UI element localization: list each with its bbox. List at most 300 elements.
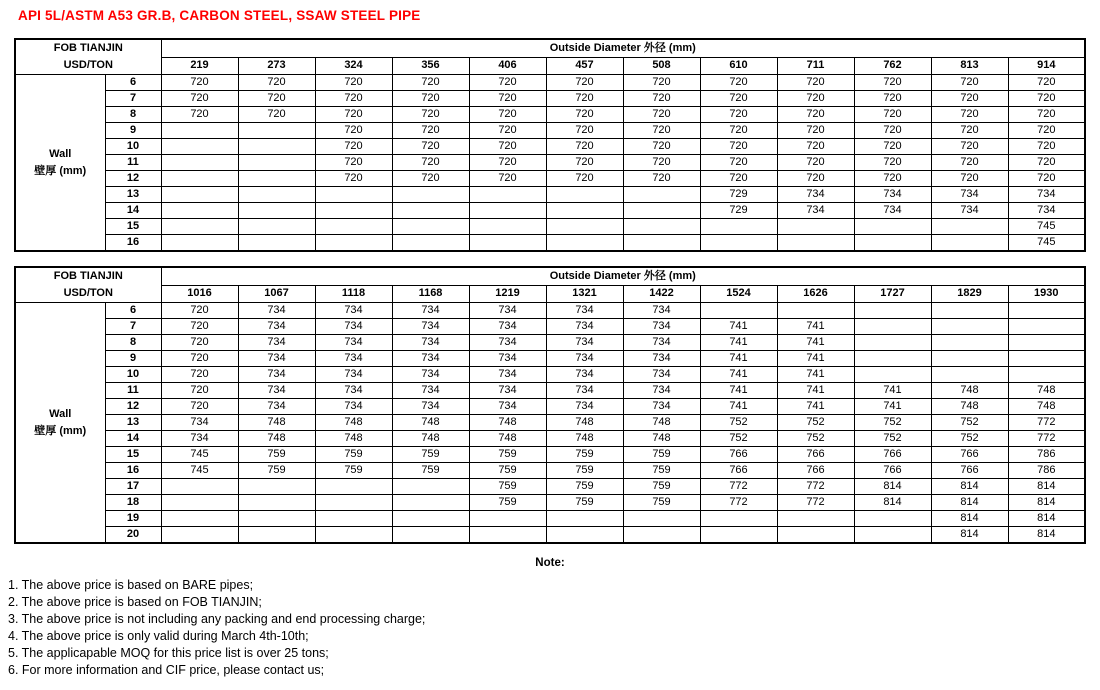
price-cell: 734 — [161, 415, 238, 431]
price-cell — [854, 367, 931, 383]
diameter-columns-row — [15, 285, 1085, 302]
price-cell: 734 — [469, 399, 546, 415]
wall-value: 17 — [105, 479, 161, 495]
diameter-column-header: 914 — [1008, 57, 1085, 74]
price-cell — [238, 495, 315, 511]
price-cell: 766 — [854, 447, 931, 463]
diameter-column-header: 1219 — [469, 285, 546, 302]
price-cell: 772 — [1008, 415, 1085, 431]
notes-list — [8, 577, 425, 679]
price-cell — [546, 511, 623, 527]
price-cell — [546, 203, 623, 219]
price-cell: 720 — [700, 123, 777, 139]
price-cell: 720 — [161, 335, 238, 351]
price-cell: 734 — [546, 335, 623, 351]
price-row — [15, 511, 1085, 527]
price-cell: 734 — [392, 303, 469, 319]
price-cell: 759 — [469, 463, 546, 479]
price-row — [15, 123, 1085, 139]
price-cell — [161, 495, 238, 511]
price-row — [15, 155, 1085, 171]
price-cell — [238, 527, 315, 544]
price-cell: 720 — [161, 351, 238, 367]
price-cell: 720 — [161, 107, 238, 123]
price-cell: 734 — [546, 351, 623, 367]
diameter-column-header: 1422 — [623, 285, 700, 302]
wall-label-cn: 壁厚 (mm) — [34, 424, 87, 437]
price-cell: 752 — [777, 431, 854, 447]
price-cell: 748 — [1008, 383, 1085, 399]
price-cell: 720 — [469, 171, 546, 187]
header-row-top — [15, 39, 1085, 57]
price-cell: 734 — [315, 351, 392, 367]
usd-ton-label: USD/TON — [63, 287, 113, 299]
price-cell: 734 — [546, 399, 623, 415]
price-cell: 734 — [469, 383, 546, 399]
price-cell — [238, 155, 315, 171]
wall-value: 8 — [105, 107, 161, 123]
diameter-column-header: 1626 — [777, 285, 854, 302]
price-cell: 748 — [315, 415, 392, 431]
price-cell — [161, 235, 238, 252]
price-cell: 720 — [392, 139, 469, 155]
price-cell: 759 — [469, 447, 546, 463]
price-cell: 734 — [469, 367, 546, 383]
price-cell: 772 — [1008, 431, 1085, 447]
price-cell: 748 — [238, 431, 315, 447]
wall-value: 14 — [105, 431, 161, 447]
price-cell: 814 — [1008, 479, 1085, 495]
price-cell: 814 — [931, 495, 1008, 511]
price-cell — [238, 171, 315, 187]
price-row — [15, 399, 1085, 415]
note-line: 1. The above price is based on BARE pipes; — [8, 578, 254, 592]
price-cell — [1008, 351, 1085, 367]
price-cell — [854, 303, 931, 319]
price-cell: 734 — [469, 303, 546, 319]
price-cell — [238, 139, 315, 155]
price-cell — [854, 511, 931, 527]
price-cell: 759 — [623, 479, 700, 495]
price-row — [15, 447, 1085, 463]
price-cell — [392, 479, 469, 495]
price-cell: 741 — [700, 367, 777, 383]
note-label: Note: — [535, 557, 565, 569]
price-cell: 734 — [238, 303, 315, 319]
price-cell: 734 — [315, 335, 392, 351]
price-cell — [931, 303, 1008, 319]
price-row — [15, 319, 1085, 335]
price-cell — [854, 351, 931, 367]
price-cell: 720 — [238, 107, 315, 123]
price-cell: 720 — [546, 75, 623, 91]
price-cell: 814 — [931, 527, 1008, 544]
price-row — [15, 171, 1085, 187]
price-row — [15, 415, 1085, 431]
price-cell: 720 — [546, 171, 623, 187]
price-cell: 734 — [854, 203, 931, 219]
price-cell: 720 — [777, 123, 854, 139]
price-cell: 748 — [623, 431, 700, 447]
price-cell: 759 — [623, 463, 700, 479]
price-cell: 720 — [546, 91, 623, 107]
price-cell: 734 — [315, 399, 392, 415]
price-cell: 720 — [931, 91, 1008, 107]
price-cell: 720 — [546, 155, 623, 171]
wall-label: Wall — [49, 407, 72, 420]
price-cell: 720 — [1008, 123, 1085, 139]
price-cell: 734 — [854, 187, 931, 203]
price-cell — [392, 219, 469, 235]
wall-value: 12 — [105, 399, 161, 415]
outside-diameter-header: Outside Diameter 外径 (mm) — [161, 267, 1085, 285]
price-cell: 748 — [238, 415, 315, 431]
price-cell: 741 — [777, 335, 854, 351]
price-cell: 772 — [700, 479, 777, 495]
price-cell: 759 — [392, 447, 469, 463]
price-cell: 741 — [700, 399, 777, 415]
price-cell: 759 — [469, 479, 546, 495]
price-cell: 748 — [392, 431, 469, 447]
price-cell: 720 — [700, 107, 777, 123]
price-cell — [392, 527, 469, 544]
wall-value: 20 — [105, 527, 161, 544]
price-cell: 720 — [777, 91, 854, 107]
diameter-column-header: 508 — [623, 57, 700, 74]
wall-value: 9 — [105, 351, 161, 367]
price-row — [15, 303, 1085, 319]
price-cell: 748 — [546, 431, 623, 447]
price-cell: 766 — [931, 463, 1008, 479]
fob-tianjin-label: FOB TIANJIN — [53, 42, 123, 54]
diameter-column-header: 1016 — [161, 285, 238, 302]
price-cell: 759 — [546, 495, 623, 511]
price-cell: 720 — [1008, 107, 1085, 123]
price-cell: 720 — [777, 75, 854, 91]
price-cell: 720 — [777, 107, 854, 123]
price-cell — [854, 219, 931, 235]
price-cell: 759 — [469, 495, 546, 511]
price-cell: 741 — [700, 351, 777, 367]
price-cell — [392, 511, 469, 527]
diameter-column-header: 1168 — [392, 285, 469, 302]
wall-label: Wall — [49, 147, 72, 160]
price-cell — [777, 511, 854, 527]
price-cell: 734 — [392, 383, 469, 399]
price-cell — [1008, 367, 1085, 383]
price-cell — [931, 351, 1008, 367]
price-row — [15, 91, 1085, 107]
price-cell: 720 — [1008, 155, 1085, 171]
price-cell: 741 — [777, 399, 854, 415]
price-row — [15, 235, 1085, 252]
price-cell: 752 — [700, 431, 777, 447]
page-title: API 5L/ASTM A53 GR.B, CARBON STEEL, SSAW STEEL PIPE — [18, 8, 421, 23]
price-cell: 729 — [700, 187, 777, 203]
price-row — [15, 203, 1085, 219]
fob-usd-corner-cell — [15, 39, 161, 75]
price-cell: 720 — [546, 139, 623, 155]
price-cell: 814 — [931, 511, 1008, 527]
diameter-column-header: 457 — [546, 57, 623, 74]
price-cell — [623, 235, 700, 252]
price-cell: 720 — [1008, 171, 1085, 187]
price-cell: 772 — [777, 495, 854, 511]
price-cell — [238, 235, 315, 252]
price-cell — [469, 527, 546, 544]
price-cell: 766 — [854, 463, 931, 479]
price-cell — [700, 303, 777, 319]
price-cell: 720 — [161, 319, 238, 335]
price-row — [15, 463, 1085, 479]
price-cell — [700, 235, 777, 252]
price-cell: 720 — [854, 171, 931, 187]
price-cell: 814 — [1008, 495, 1085, 511]
price-cell: 734 — [315, 319, 392, 335]
price-cell: 759 — [623, 447, 700, 463]
price-cell — [469, 235, 546, 252]
diameter-column-header: 1727 — [854, 285, 931, 302]
diameter-column-header: 356 — [392, 57, 469, 74]
price-cell: 814 — [854, 479, 931, 495]
price-cell — [238, 203, 315, 219]
price-cell — [315, 187, 392, 203]
wall-value: 13 — [105, 415, 161, 431]
price-cell: 734 — [238, 335, 315, 351]
price-cell: 759 — [238, 447, 315, 463]
price-cell: 759 — [546, 463, 623, 479]
price-cell — [854, 319, 931, 335]
price-cell: 745 — [161, 463, 238, 479]
price-cell — [161, 219, 238, 235]
price-row — [15, 431, 1085, 447]
price-cell: 720 — [392, 155, 469, 171]
price-cell — [931, 319, 1008, 335]
diameter-columns-row — [15, 57, 1085, 74]
wall-value: 11 — [105, 383, 161, 399]
note-line: 3. The above price is not including any packing and end processing charge; — [8, 612, 426, 626]
price-cell: 720 — [161, 399, 238, 415]
price-cell — [315, 495, 392, 511]
price-table-large-diameters — [14, 266, 1086, 544]
price-cell — [392, 187, 469, 203]
price-cell: 720 — [854, 139, 931, 155]
price-cell — [238, 479, 315, 495]
price-cell — [392, 203, 469, 219]
price-cell: 814 — [1008, 511, 1085, 527]
price-table-small-diameters — [14, 38, 1086, 252]
note-line: 5. The applicapable MOQ for this price list is over 25 tons; — [8, 646, 329, 660]
price-cell: 720 — [931, 171, 1008, 187]
price-cell: 720 — [315, 139, 392, 155]
price-cell — [777, 219, 854, 235]
price-cell — [161, 155, 238, 171]
price-cell — [546, 187, 623, 203]
diameter-column-header: 1118 — [315, 285, 392, 302]
price-cell — [700, 511, 777, 527]
price-cell — [854, 527, 931, 544]
price-cell: 720 — [392, 171, 469, 187]
price-cell — [469, 203, 546, 219]
price-cell: 720 — [854, 107, 931, 123]
price-cell: 766 — [931, 447, 1008, 463]
price-cell: 772 — [700, 495, 777, 511]
price-cell: 720 — [623, 139, 700, 155]
price-cell — [777, 235, 854, 252]
fob-usd-corner-cell — [15, 267, 161, 303]
wall-value: 7 — [105, 319, 161, 335]
fob-tianjin-label: FOB TIANJIN — [53, 270, 123, 282]
wall-value: 10 — [105, 139, 161, 155]
price-cell: 759 — [392, 463, 469, 479]
price-cell: 720 — [1008, 139, 1085, 155]
wall-value: 19 — [105, 511, 161, 527]
diameter-column-header: 406 — [469, 57, 546, 74]
price-cell: 734 — [315, 303, 392, 319]
price-cell: 720 — [469, 139, 546, 155]
price-cell — [161, 527, 238, 544]
wall-value: 11 — [105, 155, 161, 171]
price-cell: 734 — [1008, 187, 1085, 203]
price-cell: 720 — [623, 155, 700, 171]
price-cell — [315, 235, 392, 252]
price-cell: 720 — [854, 155, 931, 171]
diameter-column-header: 610 — [700, 57, 777, 74]
price-cell: 745 — [1008, 219, 1085, 235]
price-cell: 720 — [700, 171, 777, 187]
price-cell — [777, 303, 854, 319]
price-cell: 766 — [777, 447, 854, 463]
wall-value: 15 — [105, 447, 161, 463]
diameter-column-header: 219 — [161, 57, 238, 74]
price-cell: 720 — [623, 75, 700, 91]
price-cell: 759 — [315, 447, 392, 463]
price-cell — [623, 187, 700, 203]
price-cell: 752 — [700, 415, 777, 431]
price-cell: 720 — [392, 123, 469, 139]
price-cell — [315, 203, 392, 219]
price-cell: 734 — [392, 399, 469, 415]
price-cell: 748 — [1008, 399, 1085, 415]
price-cell: 734 — [623, 383, 700, 399]
price-row — [15, 367, 1085, 383]
price-cell: 734 — [238, 319, 315, 335]
price-cell: 720 — [161, 383, 238, 399]
diameter-column-header: 711 — [777, 57, 854, 74]
price-cell — [623, 219, 700, 235]
price-cell: 752 — [931, 431, 1008, 447]
price-cell: 745 — [1008, 235, 1085, 252]
price-cell: 720 — [315, 123, 392, 139]
price-cell — [161, 123, 238, 139]
price-cell: 741 — [700, 335, 777, 351]
price-row — [15, 351, 1085, 367]
price-cell: 734 — [161, 431, 238, 447]
price-cell: 734 — [469, 319, 546, 335]
usd-ton-label: USD/TON — [63, 59, 113, 71]
price-cell — [1008, 319, 1085, 335]
price-cell: 734 — [623, 351, 700, 367]
diameter-column-header: 1930 — [1008, 285, 1085, 302]
price-cell: 741 — [700, 383, 777, 399]
price-cell: 741 — [777, 383, 854, 399]
price-cell: 720 — [469, 91, 546, 107]
price-cell — [1008, 335, 1085, 351]
price-cell: 748 — [315, 431, 392, 447]
diameter-column-header: 273 — [238, 57, 315, 74]
price-cell: 814 — [1008, 527, 1085, 544]
price-cell: 734 — [931, 187, 1008, 203]
price-cell: 720 — [315, 107, 392, 123]
price-cell — [546, 219, 623, 235]
price-cell: 786 — [1008, 447, 1085, 463]
price-cell: 734 — [469, 351, 546, 367]
price-cell — [161, 139, 238, 155]
price-row — [15, 75, 1085, 91]
price-cell: 720 — [315, 155, 392, 171]
price-cell — [238, 187, 315, 203]
price-cell: 720 — [161, 367, 238, 383]
price-cell — [546, 235, 623, 252]
price-cell — [931, 335, 1008, 351]
wall-value: 16 — [105, 463, 161, 479]
price-cell: 720 — [1008, 75, 1085, 91]
price-cell: 734 — [931, 203, 1008, 219]
price-cell: 720 — [469, 107, 546, 123]
price-cell: 720 — [161, 91, 238, 107]
price-cell: 734 — [1008, 203, 1085, 219]
price-cell: 720 — [238, 75, 315, 91]
price-cell: 720 — [854, 91, 931, 107]
price-cell — [931, 235, 1008, 252]
price-cell: 752 — [777, 415, 854, 431]
price-cell: 720 — [623, 107, 700, 123]
price-cell: 734 — [392, 319, 469, 335]
price-cell — [392, 495, 469, 511]
price-cell: 741 — [854, 383, 931, 399]
price-cell: 720 — [315, 75, 392, 91]
price-cell: 752 — [931, 415, 1008, 431]
price-cell: 741 — [777, 367, 854, 383]
wall-value: 9 — [105, 123, 161, 139]
price-cell: 759 — [623, 495, 700, 511]
price-cell — [931, 367, 1008, 383]
price-cell: 734 — [546, 367, 623, 383]
price-cell: 720 — [931, 123, 1008, 139]
price-cell: 734 — [546, 319, 623, 335]
price-cell: 720 — [623, 91, 700, 107]
price-cell: 734 — [238, 351, 315, 367]
price-cell: 786 — [1008, 463, 1085, 479]
price-cell: 734 — [469, 335, 546, 351]
price-cell: 759 — [315, 463, 392, 479]
diameter-column-header: 1067 — [238, 285, 315, 302]
price-cell: 720 — [392, 107, 469, 123]
price-cell: 720 — [469, 123, 546, 139]
wall-value: 10 — [105, 367, 161, 383]
price-row — [15, 383, 1085, 399]
price-row — [15, 139, 1085, 155]
wall-value: 13 — [105, 187, 161, 203]
price-row — [15, 335, 1085, 351]
price-cell: 720 — [238, 91, 315, 107]
wall-value: 6 — [105, 75, 161, 91]
price-cell: 720 — [623, 123, 700, 139]
price-cell: 814 — [854, 495, 931, 511]
price-cell: 729 — [700, 203, 777, 219]
diameter-column-header: 1321 — [546, 285, 623, 302]
wall-value: 14 — [105, 203, 161, 219]
